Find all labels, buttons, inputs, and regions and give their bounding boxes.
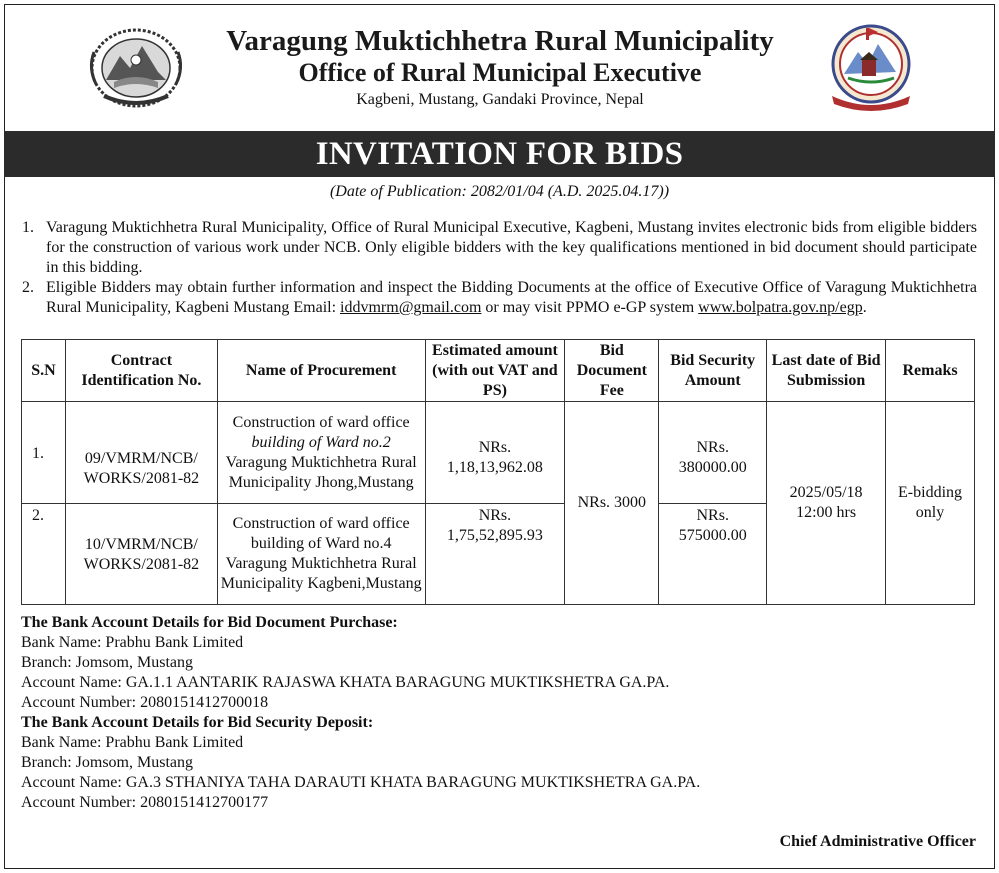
document-title: INVITATION FOR BIDS — [4, 131, 995, 177]
cell-bid-security — [659, 402, 767, 504]
cell-last-date — [767, 402, 886, 605]
purchase-account-name: Account Name: GA.1.1 AANTARIK RAJASWA KHATA BARAGUNG MUKTIKSHETRA GA.PA. — [21, 674, 670, 691]
point-text-part: . — [862, 299, 867, 316]
last-date-value: 2025/05/18 — [789, 484, 863, 501]
cell-bid-security — [659, 504, 767, 605]
purchase-bank-name: Bank Name: Prabhu Bank Limited — [21, 634, 244, 651]
table-row — [22, 402, 975, 504]
nepal-emblem-icon — [84, 22, 188, 112]
org-name: Varagung Muktichhetra Rural Municipality — [226, 25, 774, 57]
header-contract-id: Contract Identification No. — [65, 340, 217, 402]
header-document-fee: Bid Document Fee — [565, 340, 659, 402]
security-branch: Branch: Jomsom, Mustang — [21, 754, 193, 771]
security-bank-name: Bank Name: Prabhu Bank Limited — [21, 734, 244, 751]
header-sn: S.N — [22, 340, 66, 402]
bank-details — [21, 613, 971, 813]
security-account-number: Account Number: 2080151412700177 — [21, 794, 269, 811]
email-link[interactable]: iddvmrm@gmail.com — [340, 299, 482, 316]
procurement-line: Construction of ward office — [232, 515, 410, 532]
amount-prefix: NRs. — [478, 507, 512, 524]
office-address: Kagbeni, Mustang, Gandaki Province, Nepal — [356, 91, 644, 108]
point-number: 1. — [22, 219, 34, 236]
security-value: 380000.00 — [678, 458, 747, 476]
cell-estimated-amount — [425, 402, 565, 504]
amount-value: 1,18,13,962.08 — [446, 458, 543, 476]
cell-sn: 2. — [22, 504, 66, 605]
remarks-line: E-bidding — [898, 484, 963, 501]
security-prefix: NRs. — [696, 507, 729, 524]
purchase-branch: Branch: Jomsom, Mustang — [21, 654, 193, 671]
cell-contract-id: 09/VMRM/NCB/ WORKS/2081-82 — [65, 402, 217, 504]
cell-procurement — [217, 402, 425, 504]
egp-website-link[interactable]: www.bolpatra.gov.np/egp — [698, 299, 863, 316]
security-value: 575000.00 — [678, 527, 747, 544]
purchase-bank-heading: The Bank Account Details for Bid Document Purchase: — [21, 614, 398, 631]
security-prefix: NRs. — [696, 438, 729, 456]
notice-point-2 — [22, 278, 977, 318]
remarks-line: only — [915, 504, 945, 521]
notice-points — [22, 218, 977, 318]
letterhead — [200, 24, 800, 110]
header-estimated-amount: Estimated amount (with out VAT and PS) — [425, 340, 565, 402]
procurement-line: Construction of ward office — [232, 413, 410, 431]
cell-document-fee: NRs. 3000 — [565, 402, 659, 605]
security-account-name: Account Name: GA.3 STHANIYA TAHA DARAUTI KHATA BARAGUNG MUKTIKSHETRA GA.PA. — [21, 774, 701, 791]
bids-table — [21, 339, 975, 605]
last-time-value: 12:00 hrs — [796, 504, 857, 521]
cell-remarks — [886, 402, 975, 605]
procurement-line: building of Ward no.4 — [250, 535, 392, 552]
cell-contract-id: 10/VMRM/NCB/ WORKS/2081-82 — [65, 504, 217, 605]
header-procurement: Name of Procurement — [217, 340, 425, 402]
header-remarks: Remaks — [886, 340, 975, 402]
notice-point-1 — [22, 218, 977, 278]
cell-sn: 1. — [22, 402, 66, 504]
cell-procurement — [217, 504, 425, 605]
signatory-title: Chief Administrative Officer — [779, 833, 976, 850]
security-bank-heading: The Bank Account Details for Bid Security Deposit: — [21, 714, 374, 731]
point-text — [46, 278, 977, 318]
point-text: Varagung Muktichhetra Rural Municipality, Office of Rural Municipal Executive, Kagbeni, Mustang invites electronic bids from eligible bidders for the construction of various work under NCB. Only eligible bidders with the key qualifications mentioned in bid document should participate in this bidding. — [46, 219, 977, 276]
point-text-part: or may visit PPMO e-GP system — [481, 299, 699, 316]
point-text-part: Eligible Bidders may obtain further information and inspect the Bidding Documents at the office of Executive Office of Varagung Muktichhetra Rural Municipality, Kagbeni Mustang Email: — [46, 279, 977, 316]
point-number: 2. — [22, 279, 34, 296]
procurement-line: building of Ward no.2 — [251, 433, 391, 451]
header-last-date: Last date of Bid Submission — [767, 340, 886, 402]
purchase-account-number: Account Number: 2080151412700018 — [21, 694, 269, 711]
table-header-row — [22, 340, 975, 402]
cell-estimated-amount — [425, 504, 565, 605]
office-name: Office of Rural Municipal Executive — [298, 58, 702, 87]
amount-prefix: NRs. — [478, 438, 512, 456]
procurement-line: Varagung Muktichhetra Rural Municipality Kagbeni,Mustang — [220, 555, 422, 592]
header-bid-security: Bid Security Amount — [659, 340, 767, 402]
amount-value: 1,75,52,895.93 — [446, 527, 543, 544]
municipality-logo-icon — [818, 22, 924, 112]
publication-date: (Date of Publication: 2082/01/04 (A.D. 2025.04.17)) — [329, 183, 670, 200]
procurement-line: Varagung Muktichhetra Rural Municipality Jhong,Mustang — [225, 453, 417, 491]
